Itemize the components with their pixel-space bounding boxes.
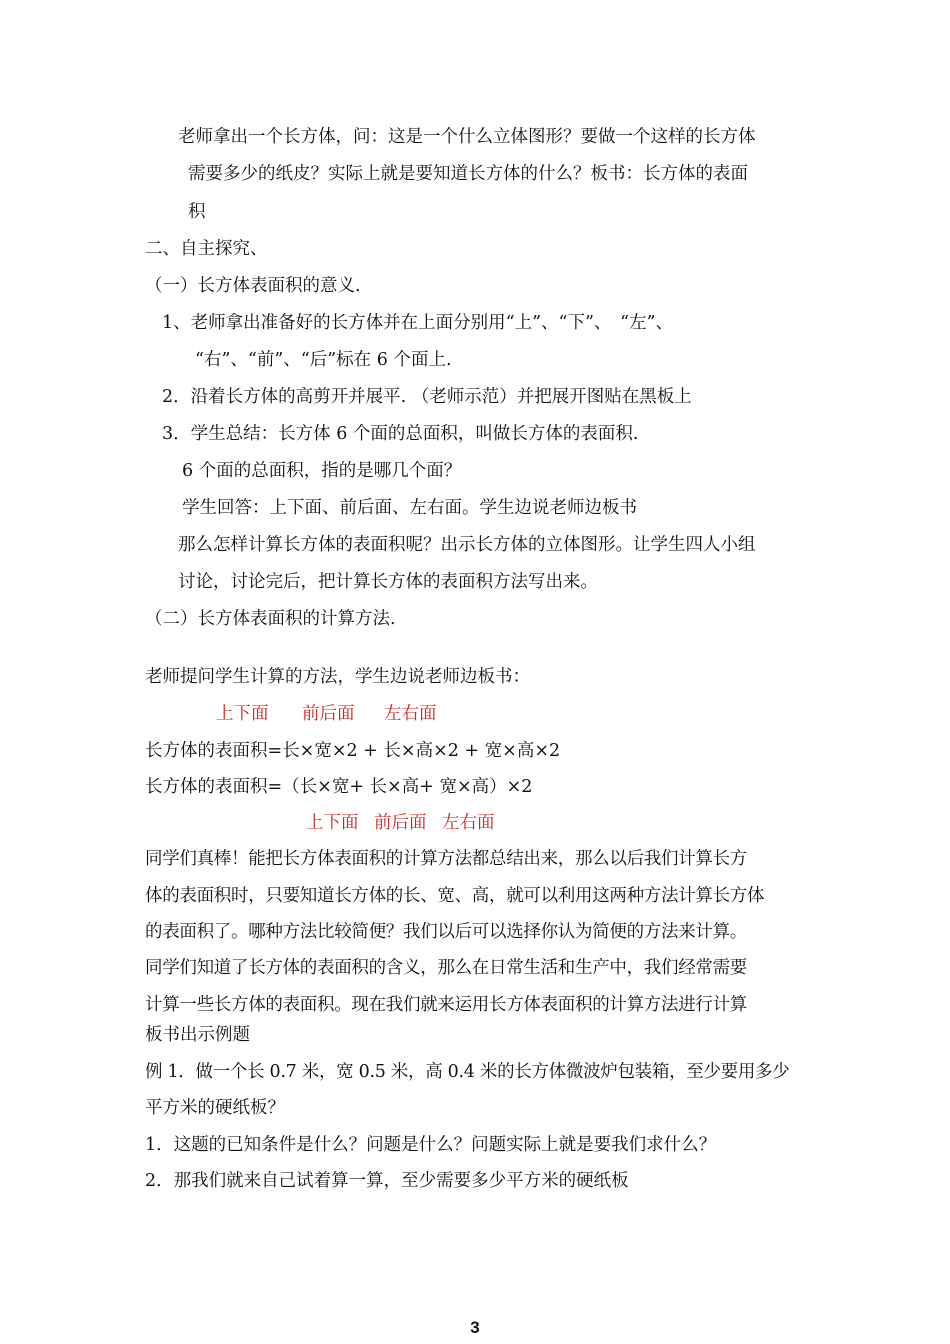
teacher-prompt: 老师提问学生计算的方法，学生边说老师边板书： <box>145 667 530 687</box>
intro-line-2: 需要多少的纸皮？实际上就是要知道长方体的什么？板书：长方体的表面 <box>188 164 748 184</box>
step-1-line-1: 1、老师拿出准备好的长方体并在上面分别用“上”、“下”、 “左”、 <box>162 313 674 333</box>
face-label-left-right: 左右面 <box>384 704 437 724</box>
summary-line-6: 板书出示例题 <box>145 1025 250 1045</box>
face-label-top-bottom: 上下面 <box>216 704 269 724</box>
face-label-front-back: 前后面 <box>302 704 355 724</box>
student-answer: 学生回答：上下面、前后面、左右面。学生边说老师边板书 <box>182 498 637 518</box>
example-question-1: 1．这题的已知条件是什么？问题是什么？问题实际上就是要我们求什么？ <box>145 1135 717 1155</box>
part-1-title: （一）长方体表面积的意义. <box>145 276 361 296</box>
section-2-title: 二、自主探究、 <box>145 239 268 259</box>
intro-line-3: 积 <box>188 202 206 222</box>
part-2-title: （二）长方体表面积的计算方法. <box>145 609 396 629</box>
example-1-line-2: 平方米的硬纸板？ <box>145 1098 285 1118</box>
step-1-line-2: “右”、“前”、“后”标在 6 个面上. <box>195 350 452 370</box>
question-six-faces: 6 个面的总面积，指的是哪几个面？ <box>182 461 462 481</box>
face-label-2-top-bottom: 上下面 <box>306 813 359 833</box>
discussion-line-2: 讨论，讨论完后，把计算长方体的表面积方法写出来。 <box>178 572 598 592</box>
summary-line-2: 体的表面积时，只要知道长方体的长、宽、高，就可以利用这两种方法计算长方体 <box>145 886 765 906</box>
example-question-2: 2．那我们就来自己试着算一算，至少需要多少平方米的硬纸板 <box>145 1171 629 1191</box>
page-number: 3 <box>470 1318 480 1337</box>
step-2: 2．沿着长方体的高剪开并展平. （老师示范）并把展开图贴在黑板上 <box>162 387 692 407</box>
formula-2: 长方体的表面积=（长×宽+ 长×高+ 宽×高）×2 <box>145 777 533 797</box>
summary-line-4: 同学们知道了长方体的表面积的含义，那么在日常生活和生产中，我们经常需要 <box>145 958 747 978</box>
intro-line-1: 老师拿出一个长方体，问：这是一个什么立体图形？要做一个这样的长方体 <box>178 127 756 147</box>
face-label-2-front-back: 前后面 <box>374 813 427 833</box>
summary-line-5: 计算一些长方体的表面积。现在我们就来运用长方体表面积的计算方法进行计算 <box>145 995 747 1015</box>
formula-1: 长方体的表面积=长×宽×2 + 长×高×2 + 宽×高×2 <box>145 741 561 761</box>
step-3: 3．学生总结：长方体 6 个面的总面积，叫做长方体的表面积. <box>162 424 639 444</box>
summary-line-3: 的表面积了。哪种方法比较简便？我们以后可以选择你认为简便的方法来计算。 <box>145 922 747 942</box>
example-1-line-1: 例 1．做一个长 0.7 米，宽 0.5 米，高 0.4 米的长方体微波炉包装箱，至少要用多少 <box>145 1062 790 1082</box>
face-label-2-left-right: 左右面 <box>442 813 495 833</box>
discussion-line-1: 那么怎样计算长方体的表面积呢？出示长方体的立体图形。让学生四人小组 <box>178 535 756 555</box>
summary-line-1: 同学们真棒！能把长方体表面积的计算方法都总结出来，那么以后我们计算长方 <box>145 849 747 869</box>
